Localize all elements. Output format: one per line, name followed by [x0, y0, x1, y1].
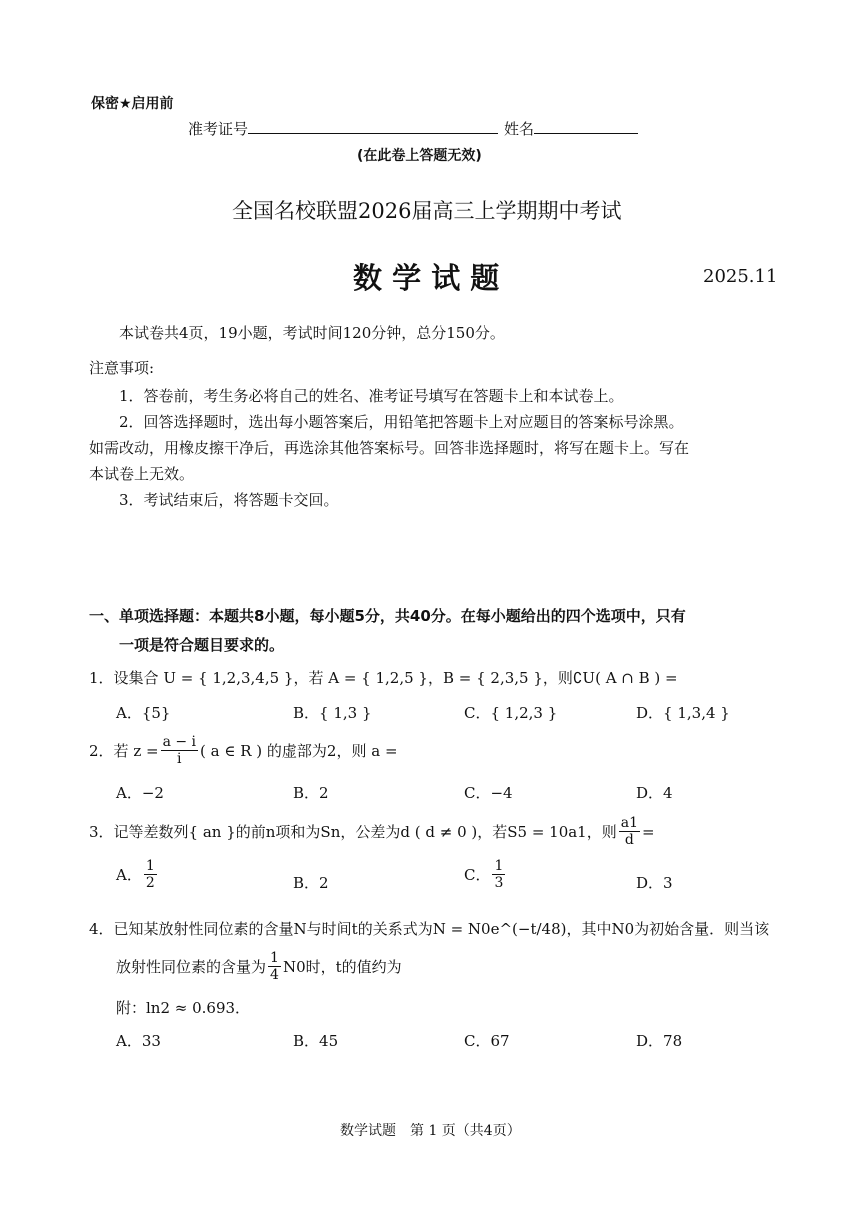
exam-number-label: 准考证号	[188, 120, 249, 138]
notes-item-2-line3: 本试卷上无效。	[89, 465, 195, 483]
question-2-number: 2．	[89, 742, 114, 760]
q4-option-c: C．67	[464, 1032, 510, 1050]
subject-title: 数 学 试 题	[353, 261, 500, 295]
q1-option-a: A．{5}	[116, 704, 171, 722]
q2-option-d: D．4	[636, 784, 673, 802]
question-3-text: 记等差数列{ an }的前n项和为Sn，公差为d ( d ≠ 0 )，若S5 = 10a1，则	[113, 823, 617, 841]
q4-option-a: A．33	[116, 1032, 161, 1050]
section1-heading-line2: 一项是符合题目要求的。	[119, 636, 285, 654]
fraction-numerator: a − i	[162, 734, 197, 750]
question-4-number: 4．	[89, 920, 114, 938]
page-footer: 数学试题 第 1 页（共4页）	[340, 1123, 521, 1139]
q3-option-d: D．3	[636, 874, 673, 892]
question-4-line2-post: N0时，t的值约为	[282, 958, 402, 976]
q3-option-a	[116, 858, 159, 891]
name-label: 姓名	[504, 120, 535, 138]
question-4-fraction	[268, 950, 281, 983]
question-1	[89, 667, 678, 688]
fraction-denominator: i	[177, 751, 182, 767]
exam-title: 全国名校联盟2026届高三上学期期中考试	[232, 199, 622, 223]
q2-option-a: A．−2	[116, 784, 164, 802]
question-3-fraction	[619, 815, 640, 848]
notes-item-2-line1: 2．回答选择题时，选出每小题答案后，用铅笔把答题卡上对应题目的答案标号涂黑。	[119, 413, 684, 431]
question-3	[89, 815, 655, 848]
section1-heading-line1: 一、单项选择题：本题共8小题，每小题5分，共40分。在每小题给出的四个选项中，只有	[89, 607, 686, 625]
question-1-number: 1．	[89, 669, 114, 687]
question-2-pre: 若 z =	[113, 742, 159, 760]
q2-option-b: B．2	[293, 784, 329, 802]
fraction-numerator: 1	[145, 858, 155, 874]
name-blank	[534, 119, 638, 134]
notes-heading: 注意事项:	[89, 359, 155, 377]
intro-text: 本试卷共4页，19小题，考试时间120分钟，总分150分。	[119, 324, 505, 342]
notes-item-2-line2: 如需改动，用橡皮擦干净后，再选涂其他答案标号。回答非选择题时，将写在题卡上。写在	[89, 439, 690, 457]
q1-option-c: C．{ 1,2,3 }	[464, 704, 558, 722]
fraction-numerator: 1	[270, 950, 279, 966]
q3-option-c	[464, 858, 507, 891]
q3-option-c-fraction	[492, 858, 505, 891]
fraction-denominator: 4	[270, 967, 279, 983]
q4-option-b: B．45	[293, 1032, 339, 1050]
exam-date: 2025.11	[703, 266, 778, 287]
fraction-numerator: 1	[494, 858, 504, 874]
q3-option-b: B．2	[293, 874, 329, 892]
q1-option-d: D．{ 1,3,4 }	[636, 704, 730, 722]
fraction-denominator: d	[624, 832, 634, 848]
fraction-numerator: a1	[620, 815, 638, 831]
question-3-number: 3．	[89, 823, 114, 841]
question-4-line2-pre: 放射性同位素的含量为	[116, 958, 267, 976]
exam-number-row	[188, 118, 638, 139]
q4-option-d: D．78	[636, 1032, 683, 1050]
question-2-fraction	[161, 734, 198, 767]
confidential-label: 保密★启用前	[91, 96, 174, 112]
question-2-post: ( a ∈ R ) 的虚部为2，则 a =	[200, 742, 398, 760]
question-4-hint: 附：ln2 ≈ 0.693．	[116, 999, 251, 1017]
question-2	[89, 734, 398, 767]
q1-option-b: B．{ 1,3 }	[293, 704, 372, 722]
fraction-denominator: 3	[494, 875, 504, 891]
question-4-line2	[116, 950, 402, 983]
q3-option-a-label: A．	[116, 866, 142, 884]
fraction-denominator: 2	[145, 875, 155, 891]
q3-option-a-fraction	[144, 858, 157, 891]
invalid-note: (在此卷上答题无效)	[357, 148, 482, 164]
q3-option-c-label: C．	[464, 866, 491, 884]
notes-item-1: 1．答卷前，考生务必将自己的姓名、准考证号填写在答题卡上和本试卷上。	[119, 387, 624, 405]
question-3-eq: =	[642, 822, 655, 841]
question-1-text: 设集合 U = { 1,2,3,4,5 }，若 A = { 1,2,5 }，B = { 2,3,5 }，则∁U( A ∩ B ) =	[113, 669, 678, 687]
q2-option-c: C．−4	[464, 784, 513, 802]
exam-number-blank	[248, 119, 498, 134]
notes-item-3: 3．考试结束后，将答题卡交回。	[119, 491, 339, 509]
question-4-text: 已知某放射性同位素的含量N与时间t的关系式为N = N0e^(−t/48)，其中N0为初始含量．则当该	[113, 920, 770, 938]
question-4-line1	[89, 918, 769, 939]
